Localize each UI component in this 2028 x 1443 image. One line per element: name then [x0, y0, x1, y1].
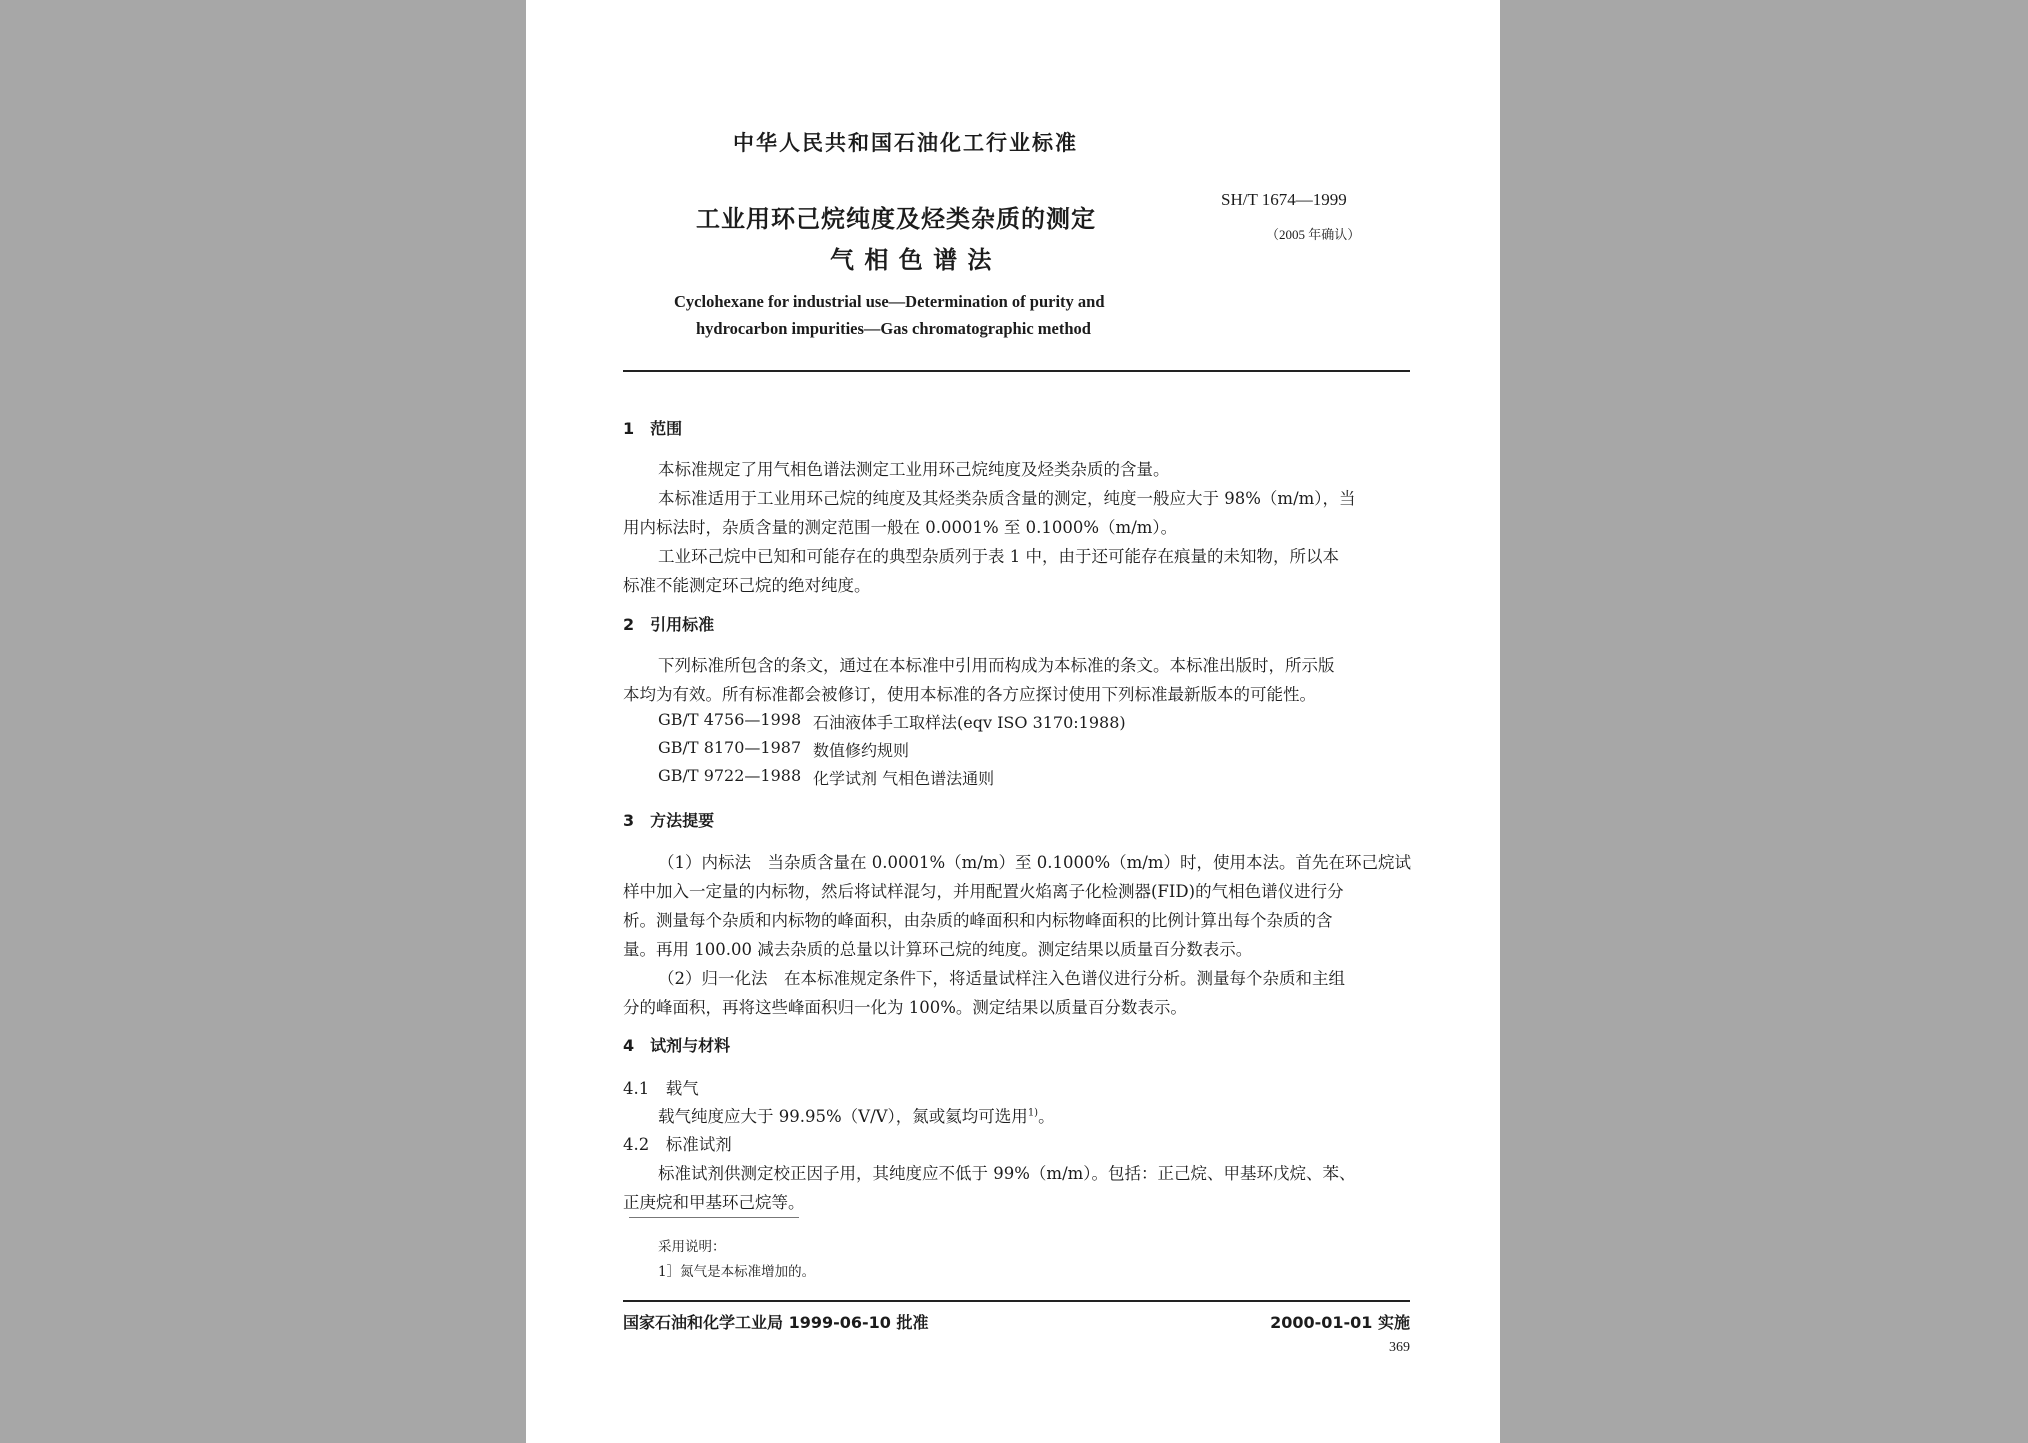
subsection-4-2-paragraph: 标准试剂供测定校正因子用，其纯度应不低于 99%（m/m）。包括：正己烷、甲基环戊烷、苯、 — [658, 1164, 1356, 1183]
reference-name: 化学试剂 气相色谱法通则 — [813, 769, 995, 788]
section-3-paragraph: 量。再用 100.00 减去杂质的总量以计算环己烷的纯度。测定结果以质量百分数表示。 — [623, 940, 1253, 959]
footer-rule — [623, 1300, 1410, 1302]
reference-name: 石油液体手工取样法(eqv ISO 3170:1988) — [813, 713, 1126, 732]
section-2-heading: 2 引用标准 — [623, 615, 715, 634]
section-1-paragraph: 标准不能测定环己烷的绝对纯度。 — [623, 576, 871, 595]
section-3-paragraph: （1）内标法 当杂质含量在 0.0001%（m/m）至 0.1000%（m/m）时，使用本法。首先在环己烷试 — [658, 853, 1412, 872]
document-title-line1: 工业用环己烷纯度及烃类杂质的测定 — [696, 205, 1096, 233]
section-1-paragraph: 用内标法时，杂质含量的测定范围一般在 0.0001% 至 0.1000%（m/m）。 — [623, 518, 1178, 537]
adoption-note-text: 1］氮气是本标准增加的。 — [658, 1264, 816, 1280]
footnote-divider — [629, 1217, 799, 1218]
section-1-paragraph: 本标准规定了用气相色谱法测定工业用环己烷纯度及烃类杂质的含量。 — [658, 460, 1170, 479]
reference-code: GB/T 8170—1987 — [658, 738, 802, 757]
approval-statement: 国家石油和化学工业局 1999-06-10 批准 — [623, 1313, 929, 1332]
section-3-paragraph: （2）归一化法 在本标准规定条件下，将适量试样注入色谱仪进行分析。测量每个杂质和主组 — [658, 969, 1345, 988]
reference-code: GB/T 9722—1988 — [658, 766, 802, 785]
english-title-line2: hydrocarbon impurities—Gas chromatographic method — [696, 319, 1091, 338]
standard-code: SH/T 1674—1999 — [1221, 190, 1347, 209]
section-2-paragraph: 下列标准所包含的条文，通过在本标准中引用而构成为本标准的条文。本标准出版时，所示版 — [658, 656, 1335, 675]
confirmation-note: （2005 年确认） — [1266, 227, 1361, 242]
subsection-4-1-paragraph: 载气纯度应大于 99.95%（V/V），氮或氦均可选用$^{1)}$。 — [658, 1107, 1055, 1126]
subsection-4-2-paragraph: 正庚烷和甲基环己烷等。 — [623, 1193, 805, 1212]
subsection-4-1-heading: 4.1 载气 — [623, 1079, 699, 1098]
document-title-line2: 气 相 色 谱 法 — [830, 246, 993, 274]
section-3-paragraph: 样中加入一定量的内标物，然后将试样混匀，并用配置火焰离子化检测器(FID)的气相色谱仪进行分 — [623, 882, 1344, 901]
section-3-heading: 3 方法提要 — [623, 811, 715, 830]
standard-category-header: 中华人民共和国石油化工行业标准 — [733, 131, 1078, 155]
section-1-heading: 1 范围 — [623, 419, 683, 438]
reference-code: GB/T 4756—1998 — [658, 710, 802, 729]
section-1-paragraph: 本标准适用于工业用环己烷的纯度及其烃类杂质含量的测定，纯度一般应大于 98%（m/m），当 — [658, 489, 1356, 508]
section-4-heading: 4 试剂与材料 — [623, 1036, 731, 1055]
section-2-paragraph: 本均为有效。所有标准都会被修订，使用本标准的各方应探讨使用下列标准最新版本的可能性。 — [623, 685, 1316, 704]
subsection-4-2-heading: 4.2 标准试剂 — [623, 1135, 732, 1154]
implementation-date: 2000-01-01 实施 — [1270, 1313, 1410, 1332]
section-3-paragraph: 析。测量每个杂质和内标物的峰面积，由杂质的峰面积和内标物峰面积的比例计算出每个杂质的含 — [623, 911, 1333, 930]
section-1-paragraph: 工业环己烷中已知和可能存在的典型杂质列于表 1 中，由于还可能存在痕量的未知物，所以本 — [658, 547, 1339, 566]
reference-name: 数值修约规则 — [813, 741, 910, 760]
header-rule — [623, 370, 1410, 372]
document-page — [526, 0, 1500, 1443]
page-number: 369 — [1389, 1340, 1410, 1355]
adoption-note-label: 采用说明： — [658, 1239, 726, 1255]
english-title-line1: Cyclohexane for industrial use—Determination of purity and — [674, 292, 1105, 311]
section-3-paragraph: 分的峰面积，再将这些峰面积归一化为 100%。测定结果以质量百分数表示。 — [623, 998, 1187, 1017]
